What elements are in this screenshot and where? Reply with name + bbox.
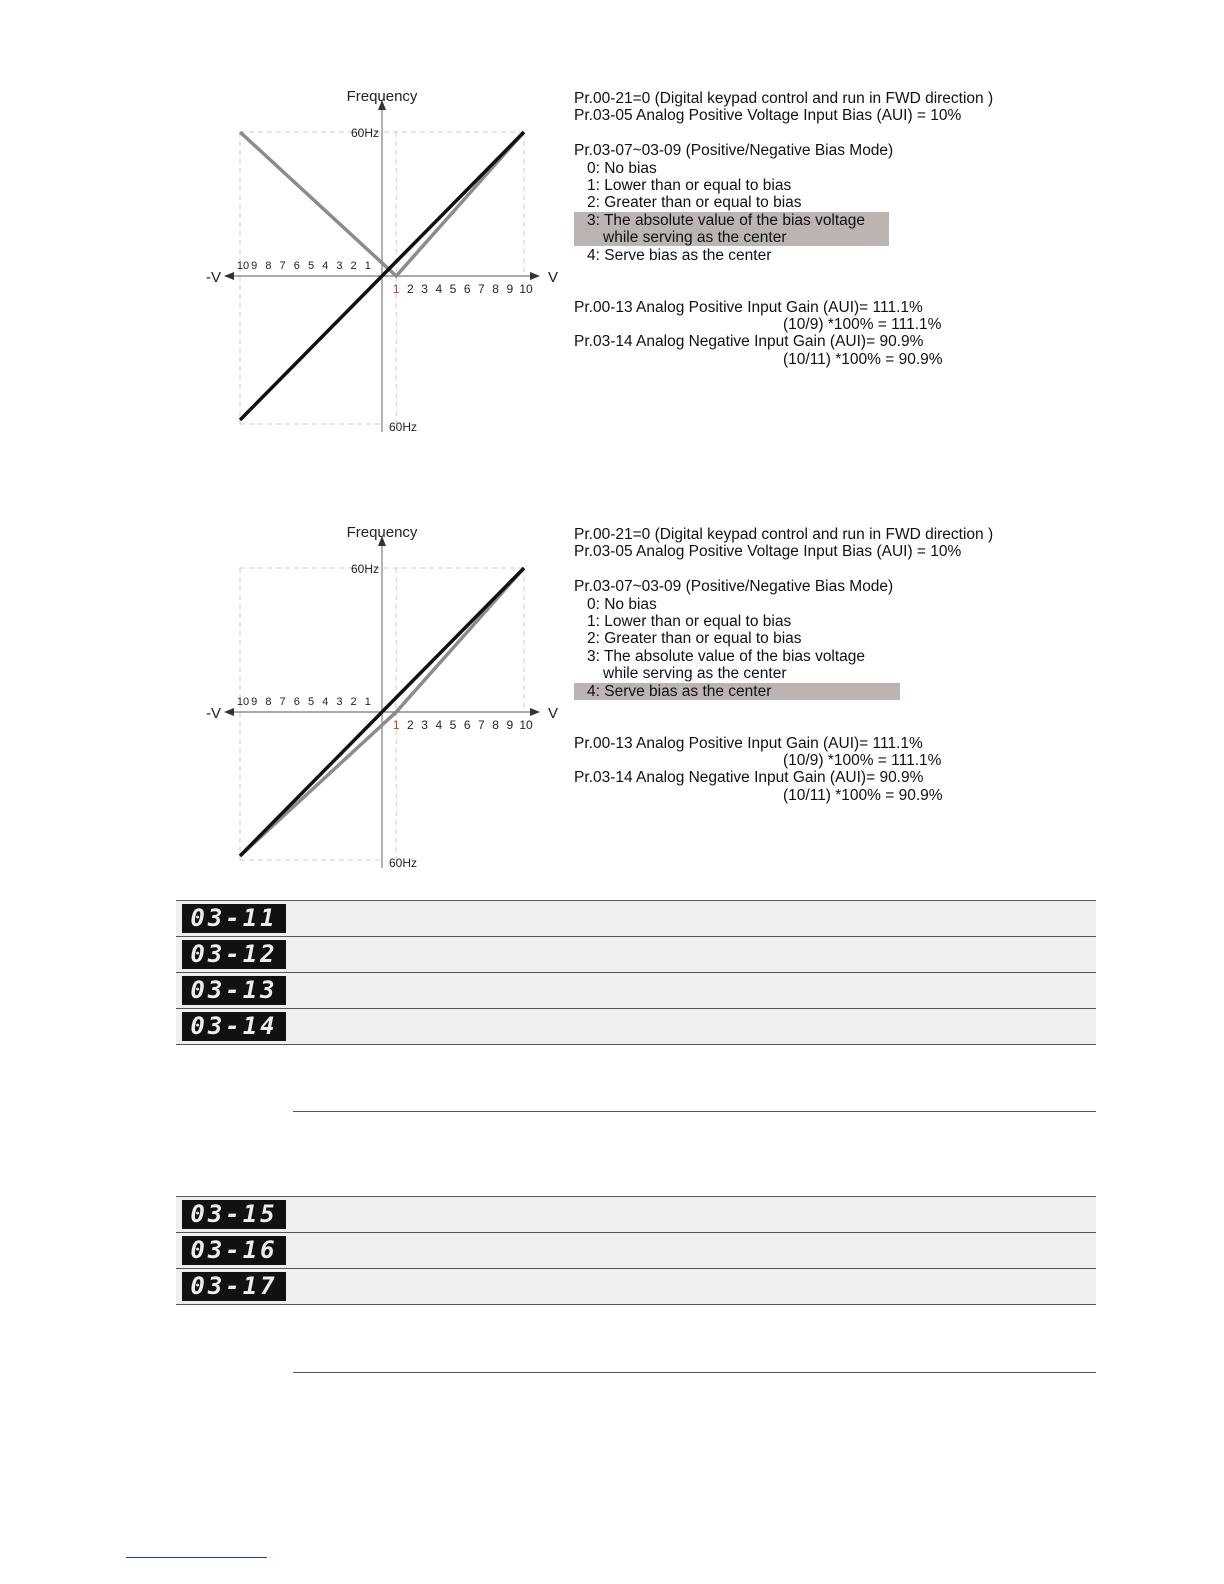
note-mode-2: 2: Greater than or equal to bias (587, 194, 802, 212)
note-bias: Pr.03-05 Analog Positive Voltage Input Bias (AUI) = 10% (574, 107, 962, 125)
neg-voltage-label: -V (206, 705, 221, 722)
param-row (176, 972, 1096, 1008)
note-mode-0: 0: No bias (587, 595, 657, 613)
figure-notes (574, 526, 993, 804)
pos-tick-label: 1 (392, 282, 400, 296)
neg-tick-label: 6 (293, 260, 300, 272)
neg-tick-label: 5 (307, 260, 315, 272)
note-keypad: Pr.00-21=0 (Digital keypad control and run in FWD direction ) (574, 90, 994, 107)
neg-tick-label: 4 (322, 260, 329, 272)
neg-tick-label: 4 (322, 696, 329, 708)
pos-tick-label: 5 (449, 718, 457, 732)
param-row (176, 1008, 1096, 1045)
neg-tick-label: 1 (364, 260, 371, 272)
pos-tick-label: 3 (421, 718, 428, 732)
pos-tick-label: 9 (506, 718, 514, 732)
param-row (176, 1268, 1096, 1305)
note-gain-positive: Pr.00-13 Analog Positive Input Gain (AUI)= 111.1% (574, 734, 923, 752)
pos-tick-label: 3 (421, 282, 428, 296)
axis-title: Frequency (346, 88, 418, 105)
pos-tick-label: 10 (519, 282, 533, 296)
pos-tick-label: 5 (449, 282, 457, 296)
x-axis-arrow-left (224, 272, 234, 280)
neg-tick-label: 10 (236, 260, 250, 272)
param-table-03-11-to-03-14 (176, 900, 1096, 1045)
note-mode-3-line2: while serving as the center (603, 229, 787, 247)
note-mode-1: 1: Lower than or equal to bias (587, 176, 792, 194)
figure-notes (574, 90, 993, 368)
bottom-frequency-label: 60Hz (389, 420, 418, 434)
footer-link-underline (126, 1557, 267, 1558)
pos-voltage-label: V (548, 269, 559, 286)
note-gain-negative: Pr.03-14 Analog Negative Input Gain (AUI)= 90.9% (574, 333, 924, 351)
note-mode-3-line1: 3: The absolute value of the bias voltage (587, 647, 866, 665)
pos-tick-label: 1 (392, 718, 400, 732)
note-gain-positive-calc: (10/9) *100% = 111.1% (783, 752, 942, 770)
note-bias: Pr.03-05 Analog Positive Voltage Input Bias (AUI) = 10% (574, 543, 962, 561)
neg-tick-label: 9 (251, 260, 258, 272)
note-gain-negative-calc: (10/11) *100% = 90.9% (783, 350, 943, 368)
pos-tick-label: 7 (478, 282, 485, 296)
pos-tick-label: 9 (506, 282, 514, 296)
param-row (176, 1232, 1096, 1268)
neg-voltage-label: -V (206, 269, 221, 286)
axis-title: Frequency (346, 524, 418, 541)
pos-tick-label: 7 (478, 718, 485, 732)
param-code-display: 03-14 (182, 1012, 286, 1041)
neg-tick-label: 2 (350, 260, 357, 272)
neg-tick-label: 9 (251, 696, 258, 708)
neg-tick-label: 10 (236, 696, 250, 708)
param-code-display: 03-17 (182, 1272, 286, 1301)
note-gain-negative-calc: (10/11) *100% = 90.9% (783, 786, 943, 804)
param-table-03-15-to-03-17 (176, 1196, 1096, 1305)
pos-tick-label: 10 (519, 718, 533, 732)
note-mode-1: 1: Lower than or equal to bias (587, 612, 792, 630)
top-frequency-label: 60Hz (350, 562, 379, 576)
param-code-display: 03-15 (182, 1200, 286, 1229)
neg-tick-label: 3 (336, 696, 343, 708)
pos-tick-label: 2 (407, 282, 414, 296)
neg-tick-label: 1 (364, 696, 371, 708)
neg-tick-label: 7 (279, 260, 286, 272)
pos-tick-label: 6 (463, 282, 471, 296)
top-frequency-label: 60Hz (350, 126, 379, 140)
section-divider (293, 1111, 1096, 1112)
x-axis-arrow-right (530, 708, 540, 716)
pos-tick-label: 8 (492, 282, 499, 296)
note-mode-title: Pr.03-07~03-09 (Positive/Negative Bias Mode) (574, 578, 894, 596)
note-mode-4: 4: Serve bias as the center (587, 682, 772, 700)
pos-tick-label: 4 (435, 282, 443, 296)
section-divider (293, 1372, 1096, 1373)
note-gain-positive-calc: (10/9) *100% = 111.1% (783, 316, 942, 334)
pos-tick-label: 4 (435, 718, 443, 732)
note-keypad: Pr.00-21=0 (Digital keypad control and run in FWD direction ) (574, 526, 994, 543)
param-code-display: 03-11 (182, 904, 286, 933)
note-mode-2: 2: Greater than or equal to bias (587, 630, 802, 648)
note-gain-positive: Pr.00-13 Analog Positive Input Gain (AUI)= 111.1% (574, 298, 923, 316)
note-mode-3-line1: 3: The absolute value of the bias voltage (587, 211, 866, 229)
neg-tick-label: 3 (336, 260, 343, 272)
pos-tick-label: 6 (463, 718, 471, 732)
pos-tick-label: 2 (407, 718, 414, 732)
neg-tick-label: 5 (307, 696, 315, 708)
figure-bias-mode-4 (0, 516, 1224, 916)
pos-tick-label: 8 (492, 718, 499, 732)
figure-bias-mode-3 (0, 80, 1224, 480)
neg-tick-label: 7 (279, 696, 286, 708)
note-gain-negative: Pr.03-14 Analog Negative Input Gain (AUI)= 90.9% (574, 769, 924, 787)
neg-tick-label: 6 (293, 696, 300, 708)
param-row (176, 936, 1096, 972)
x-axis-arrow-left (224, 708, 234, 716)
note-mode-4: 4: Serve bias as the center (587, 246, 772, 264)
param-code-display: 03-16 (182, 1236, 286, 1265)
param-code-display: 03-13 (182, 976, 286, 1005)
param-row (176, 900, 1096, 936)
note-mode-title: Pr.03-07~03-09 (Positive/Negative Bias Mode) (574, 142, 894, 160)
pos-voltage-label: V (548, 705, 559, 722)
bottom-frequency-label: 60Hz (389, 856, 418, 870)
note-mode-0: 0: No bias (587, 159, 657, 177)
param-row (176, 1196, 1096, 1232)
neg-tick-label: 2 (350, 696, 357, 708)
param-code-display: 03-12 (182, 940, 286, 969)
note-mode-3-line2: while serving as the center (603, 665, 787, 683)
neg-tick-label: 8 (265, 260, 272, 272)
neg-tick-label: 8 (265, 696, 272, 708)
x-axis-arrow-right (530, 272, 540, 280)
